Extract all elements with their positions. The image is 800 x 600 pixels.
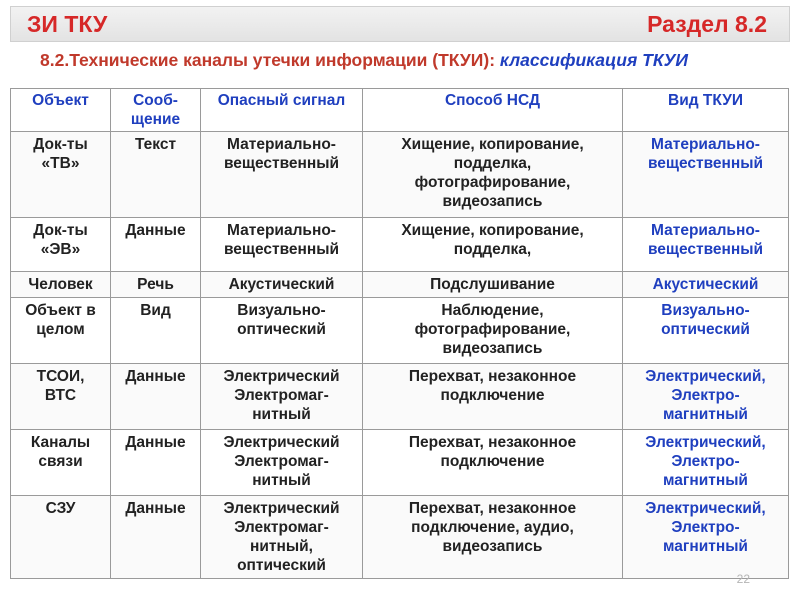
cell-signal: Электрический Электромаг- нитный (201, 430, 363, 496)
cell-object: Каналы связи (11, 430, 111, 496)
column-header-signal: Опасный сигнал (201, 89, 363, 132)
cell-signal: Электрический Электромаг- нитный, оптический (201, 496, 363, 579)
subtitle-classification: классификация ТКУИ (499, 50, 689, 70)
cell-message: Данные (111, 496, 201, 579)
slide-subtitle (40, 50, 790, 71)
cell-object: СЗУ (11, 496, 111, 579)
table-row (11, 364, 789, 430)
subtitle-main: 8.2.Технические каналы утечки информации (ТКУИ): (40, 50, 500, 70)
table-row (11, 298, 789, 364)
cell-channel-type: Акустический (623, 272, 789, 298)
cell-signal: Материально- вещественный (201, 218, 363, 272)
table-body (11, 132, 789, 579)
table-row (11, 430, 789, 496)
header-left-title: ЗИ ТКУ (27, 10, 108, 37)
cell-channel-type: Визуально- оптический (623, 298, 789, 364)
cell-object: ТСОИ, ВТС (11, 364, 111, 430)
cell-object: Док-ты «ТВ» (11, 132, 111, 218)
cell-message: Речь (111, 272, 201, 298)
table-row (11, 218, 789, 272)
column-header-method: Способ НСД (363, 89, 623, 132)
tkui-classification-table (10, 88, 789, 579)
cell-signal: Материально- вещественный (201, 132, 363, 218)
page-number: 22 (736, 572, 750, 586)
cell-signal: Визуально- оптический (201, 298, 363, 364)
cell-method: Хищение, копирование, подделка, (363, 218, 623, 272)
cell-channel-type: Материально- вещественный (623, 218, 789, 272)
cell-channel-type: Электрический, Электро- магнитный (623, 496, 789, 579)
cell-signal: Электрический Электромаг- нитный (201, 364, 363, 430)
table-row (11, 132, 789, 218)
cell-message: Данные (111, 430, 201, 496)
header-section-label: Раздел 8.2 (647, 10, 767, 37)
cell-method: Перехват, незаконное подключение (363, 430, 623, 496)
cell-method: Подслушивание (363, 272, 623, 298)
slide-header (10, 6, 790, 42)
column-header-object: Объект (11, 89, 111, 132)
table-header-row (11, 89, 789, 132)
cell-channel-type: Электрический, Электро- магнитный (623, 364, 789, 430)
cell-message: Текст (111, 132, 201, 218)
cell-channel-type: Материально- вещественный (623, 132, 789, 218)
cell-channel-type: Электрический, Электро- магнитный (623, 430, 789, 496)
cell-message: Данные (111, 218, 201, 272)
cell-method: Перехват, незаконное подключение (363, 364, 623, 430)
column-header-message: Сооб- щение (111, 89, 201, 132)
cell-object: Человек (11, 272, 111, 298)
cell-signal: Акустический (201, 272, 363, 298)
cell-object: Объект в целом (11, 298, 111, 364)
cell-method: Наблюдение, фотографирование, видеозапись (363, 298, 623, 364)
table-row (11, 272, 789, 298)
cell-method: Хищение, копирование, подделка, фотографирование, видеозапись (363, 132, 623, 218)
table-row (11, 496, 789, 579)
cell-method: Перехват, незаконное подключение, аудио, видеозапись (363, 496, 623, 579)
cell-message: Данные (111, 364, 201, 430)
column-header-channel-type: Вид ТКУИ (623, 89, 789, 132)
cell-object: Док-ты «ЭВ» (11, 218, 111, 272)
cell-message: Вид (111, 298, 201, 364)
